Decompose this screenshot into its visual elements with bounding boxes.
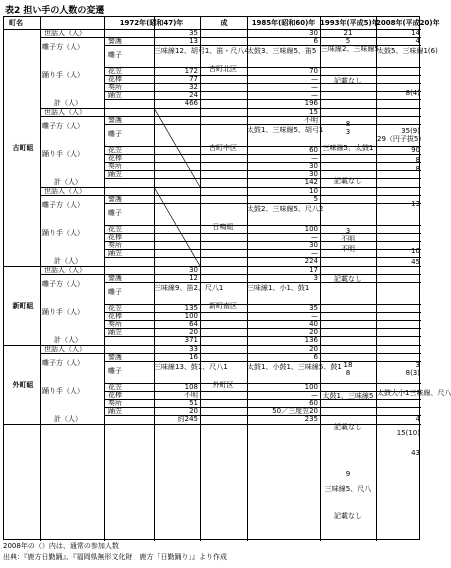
label-sub: 花笠 [108, 304, 122, 312]
value-1972: 16 [189, 353, 198, 361]
value-2008: 35(9) [401, 127, 420, 135]
value-1993: 記載なし [334, 423, 362, 431]
value-1972: 13 [189, 37, 198, 45]
label-sub: 花笠 [108, 383, 122, 391]
grid-line [104, 17, 105, 541]
label-sub: 踊笠 [108, 170, 122, 178]
value-1985: 太鼓1、小鼓1、三味線5、鼓1 [247, 363, 342, 371]
value-1972: 64 [189, 320, 198, 328]
value-1993: 三味線2、三味線5 [321, 45, 379, 53]
value-1972: 32 [189, 83, 198, 91]
value-1972: 三味線9、笛2、尺八1 [154, 284, 224, 292]
value-1985: 142 [304, 178, 318, 186]
label-sub: 警護 [108, 116, 122, 124]
label-sub: 囃子 [108, 209, 122, 217]
label-sewanin: 世話人（人） [44, 345, 86, 353]
label-sub: 囃子 [108, 367, 122, 375]
value-1985: 太鼓2、三味線5、尺八2 [247, 205, 324, 213]
header-1972: 1972年(昭和47)年 [119, 19, 184, 27]
label-sub: 花棒 [108, 75, 122, 83]
label-sub: 奏所 [108, 241, 122, 249]
label-odori: 踊り手（人） [42, 150, 84, 158]
value-2008: 8 [415, 165, 420, 173]
value-1972: 135 [184, 304, 198, 312]
value-2008: 太鼓大小1三味線、尺八 [377, 389, 451, 397]
value-1985: — [311, 154, 318, 162]
value-1985: 10 [309, 187, 318, 195]
value-2008: 8(4) [405, 89, 420, 97]
value-1993: 記載なし [334, 177, 362, 185]
value-1993: 記載なし [334, 77, 362, 85]
value-1972: 466 [184, 99, 198, 107]
value-1985: 20 [309, 345, 318, 353]
value-1993: 18 [343, 361, 353, 369]
label-sub: 警護 [108, 195, 122, 203]
value-1972: 12 [189, 274, 198, 282]
value-1993: 記載なし [334, 512, 362, 520]
value-1985: 太鼓3、三味線5、笛5 [247, 47, 317, 55]
subgroup-name: 古町北区 [209, 65, 237, 73]
diagonal-line [4, 17, 5, 18]
value-1985: 40 [309, 320, 318, 328]
value-2008: 10 [411, 247, 420, 255]
label-sub: 踊笠 [108, 407, 122, 415]
label-sub: 花棒 [108, 391, 122, 399]
value-1985: 60 [309, 146, 318, 154]
label-sub: 囃子 [108, 51, 122, 59]
value-1985: — [311, 249, 318, 257]
grid-line [40, 353, 421, 354]
value-1993: 記載なし [334, 275, 362, 283]
label-sub: 花笠 [108, 146, 122, 154]
value-2008: 太鼓5、三味線1(6) [377, 47, 438, 55]
value-1985: 三味線1、小1、鼓1 [247, 284, 310, 292]
value-2008: 43 [411, 449, 420, 457]
value-2008: 29（円子拔5） [377, 135, 426, 143]
value-1993: 5 [345, 37, 351, 45]
label-total: 計（人） [54, 178, 82, 186]
data-table [3, 16, 451, 540]
label-hayashi: 囃子方（人） [42, 201, 84, 209]
value-1972: 100 [184, 312, 198, 320]
value-2008: 3 [415, 361, 420, 369]
label-sub: 囃子 [108, 288, 122, 296]
grid-line [40, 195, 421, 196]
label-total: 計（人） [54, 415, 82, 423]
value-2008: 15(10) [396, 429, 420, 437]
value-1993: 9 [345, 470, 351, 478]
label-sub: 奏所 [108, 320, 122, 328]
value-1972: 20 [189, 407, 198, 415]
value-1985: 70 [309, 67, 318, 75]
label-total: 計（人） [54, 99, 82, 107]
value-1985: 50／三度笠20 [272, 407, 318, 415]
label-odori: 踊り手（人） [42, 71, 84, 79]
value-1972: 30 [189, 266, 198, 274]
value-2008: 13 [411, 200, 420, 208]
value-1993: 不明 [341, 235, 355, 243]
header-mid: 成 [220, 19, 228, 27]
value-1985: 3 [313, 274, 318, 282]
subgroup-name: 日鳴組 [212, 223, 234, 231]
value-1985: 30 [309, 29, 318, 37]
value-1993: 三味線5、太鼓1 [322, 144, 374, 152]
value-1993: 8 [345, 120, 351, 128]
value-1985: — [311, 312, 318, 320]
label-sub: 警護 [108, 37, 122, 45]
value-1985: 太鼓1、三味線5、胡弓1 [247, 126, 324, 134]
label-sewanin: 世話人（人） [44, 266, 86, 274]
value-1985: 136 [304, 336, 318, 344]
value-1972: 不明 [184, 391, 198, 399]
value-1972: 51 [189, 399, 198, 407]
label-sub: 警護 [108, 274, 122, 282]
value-1985: — [311, 233, 318, 241]
label-hayashi: 囃子方（人） [42, 280, 84, 288]
value-1985: 6 [313, 353, 318, 361]
value-1985: 20 [309, 328, 318, 336]
value-1985: 5 [313, 195, 318, 203]
value-1985: — [311, 91, 318, 99]
label-sub: 花笠 [108, 225, 122, 233]
value-1985: 196 [304, 99, 318, 107]
value-1972: 77 [189, 75, 198, 83]
label-odori: 踊り手（人） [42, 308, 84, 316]
grid-line [40, 17, 41, 541]
value-1993: 3 [345, 227, 351, 235]
value-1993: 21 [343, 29, 353, 37]
value-1972: 24 [189, 91, 198, 99]
value-1972: 172 [184, 67, 198, 75]
grid-line [247, 17, 248, 541]
town-name: 新町組 [12, 301, 34, 310]
value-2008: 14 [411, 29, 420, 37]
town-name: 古町組 [12, 143, 34, 152]
grid-line [40, 116, 421, 117]
value-1985: 235 [304, 415, 318, 423]
label-sub: 踊笠 [108, 249, 122, 257]
table-title: 表2 担い手の人数の変遷 [5, 6, 105, 16]
value-1985: 35 [309, 304, 318, 312]
value-1985: 100 [304, 383, 318, 391]
header-town: 町名 [9, 19, 23, 27]
value-1993: 8 [345, 369, 351, 377]
subgroup-name: 外町区 [212, 381, 234, 389]
value-1972: 約245 [177, 415, 198, 423]
value-1972: 371 [184, 336, 198, 344]
note-line-1: 2008年の（）内は、通常の参加人数 [3, 542, 119, 550]
label-odori: 踊り手（人） [42, 229, 84, 237]
value-1993: 太鼓1、三味線5 [322, 392, 374, 400]
value-2008: 8(3) [405, 369, 420, 377]
value-1993: 不明 [341, 245, 355, 253]
value-2008: 4 [415, 415, 420, 423]
label-hayashi: 囃子方（人） [42, 122, 84, 130]
label-hayashi: 囃子方（人） [42, 359, 84, 367]
value-1972: 108 [184, 383, 198, 391]
value-1985: — [311, 83, 318, 91]
value-1985: 30 [309, 170, 318, 178]
value-1972: 三味線13、鼓1、尺八1 [154, 363, 228, 371]
value-2008: 45 [411, 258, 420, 266]
value-1972: 33 [189, 345, 198, 353]
value-1972: 20 [189, 328, 198, 336]
value-2008: 4 [415, 37, 420, 45]
value-1972: 35 [189, 29, 198, 37]
label-sub: 花笠 [108, 67, 122, 75]
label-sub: 奏所 [108, 399, 122, 407]
label-sub: 踊笠 [108, 91, 122, 99]
value-1993: 三味線5、尺八 [324, 485, 372, 493]
label-total: 計（人） [54, 257, 82, 265]
subgroup-name: 新町南区 [209, 302, 237, 310]
value-1993: 3 [345, 128, 351, 136]
value-1985: 6 [313, 37, 318, 45]
value-1985: — [311, 391, 318, 399]
value-1985: 224 [304, 257, 318, 265]
note-line-2: 出典：『鹿方日勤踊』、『福岡県無形文化財 鹿方「日勤踊り」』より作成 [3, 553, 227, 561]
label-sewanin: 世話人（人） [44, 108, 86, 116]
header-1993: 1993年(平成5)年 [320, 19, 379, 27]
label-sewanin: 世話人（人） [44, 187, 86, 195]
value-1985: 不明 [304, 116, 318, 124]
label-total: 計（人） [54, 336, 82, 344]
value-1985: 15 [309, 108, 318, 116]
label-hayashi: 囃子方（人） [42, 43, 84, 51]
grid-line [104, 203, 421, 204]
label-sub: 囃子 [108, 130, 122, 138]
value-1985: — [311, 75, 318, 83]
value-1985: 100 [304, 225, 318, 233]
grid-line [154, 17, 155, 541]
header-1985: 1985年(昭和60)年 [251, 19, 316, 27]
label-sewanin: 世話人（人） [44, 29, 86, 37]
label-sub: 警護 [108, 353, 122, 361]
value-1985: 17 [309, 266, 318, 274]
label-sub: 花棒 [108, 312, 122, 320]
value-2008: 8 [415, 156, 420, 164]
value-1985: 30 [309, 241, 318, 249]
label-sub: 踊笠 [108, 328, 122, 336]
label-sub: 奏所 [108, 162, 122, 170]
value-1985: 30 [309, 162, 318, 170]
subgroup-name: 古町中区 [209, 144, 237, 152]
label-sub: 花棒 [108, 233, 122, 241]
label-odori: 踊り手（人） [42, 387, 84, 395]
header-2008: 2008年(平成20)年 [376, 19, 440, 27]
town-name: 外町組 [12, 380, 34, 389]
grid-line [200, 17, 201, 541]
value-2008: 90 [411, 146, 420, 154]
value-1985: 60 [309, 399, 318, 407]
value-1972: 三味線12、胡弓1、笛・尺八4 [154, 47, 249, 55]
label-sub: 花棒 [108, 154, 122, 162]
label-sub: 奏所 [108, 83, 122, 91]
